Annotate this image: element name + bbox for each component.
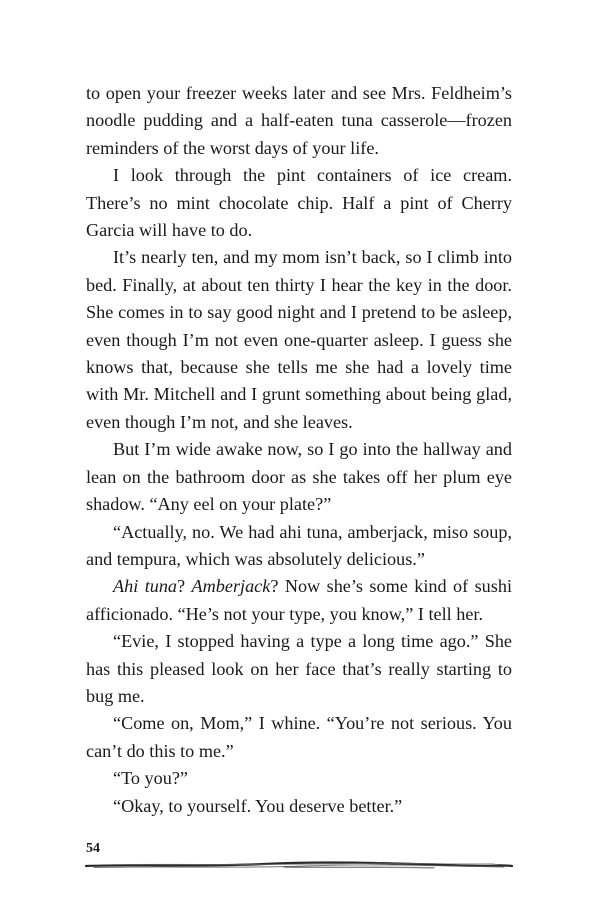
paragraph: “Evie, I stopped having a type a long time ago.” She has this pleased look on her face that’s really starting to bug me. — [86, 631, 512, 706]
paragraph: to open your freezer weeks later and see Mrs. Feldheim’s noodle pudding and a half-eaten tuna casserole—frozen reminders of the worst days of your life. — [86, 83, 512, 158]
brush-stroke-divider — [84, 858, 514, 872]
paragraph: “Come on, Mom,” I whine. “You’re not serious. You can’t do this to me.” — [86, 713, 512, 761]
paragraph: “Actually, no. We had ahi tuna, amberjack, miso soup, and tempura, which was absolutely delicious.” — [86, 521, 512, 569]
paragraph: It’s nearly ten, and my mom isn’t back, so I climb into bed. Finally, at about ten thirty I hear the key in the door. She comes in to say good night and I pretend to be asleep, even though I’m not even one-quarter asleep. I guess she knows that, because she tells me she had a lovely time with Mr. Mitchell and I grunt something about being glad, even though I’m not, and she leaves. — [86, 247, 512, 432]
italic-phrase: Amberjack — [191, 576, 271, 597]
paragraph-text: ? Now she’s some kind of sushi afficionado. “He’s not your type, you know,” I tell her. — [86, 576, 512, 624]
paragraph: I look through the pint containers of ice cream. There’s no mint chocolate chip. Half a pint of Cherry Garcia will have to do. — [86, 165, 512, 241]
page-number: 54 — [86, 841, 100, 856]
italic-phrase: Ahi tuna — [113, 576, 178, 597]
page-body — [86, 80, 512, 820]
paragraph: “To you?” — [113, 768, 188, 789]
paragraph: But I’m wide awake now, so I go into the hallway and lean on the bathroom door as she takes off her plum eye shadow. “Any eel on your plate?” — [86, 439, 512, 515]
paragraph: “Okay, to yourself. You deserve better.” — [113, 795, 403, 816]
paragraph-text: ? — [177, 576, 192, 597]
paragraph — [86, 573, 512, 628]
